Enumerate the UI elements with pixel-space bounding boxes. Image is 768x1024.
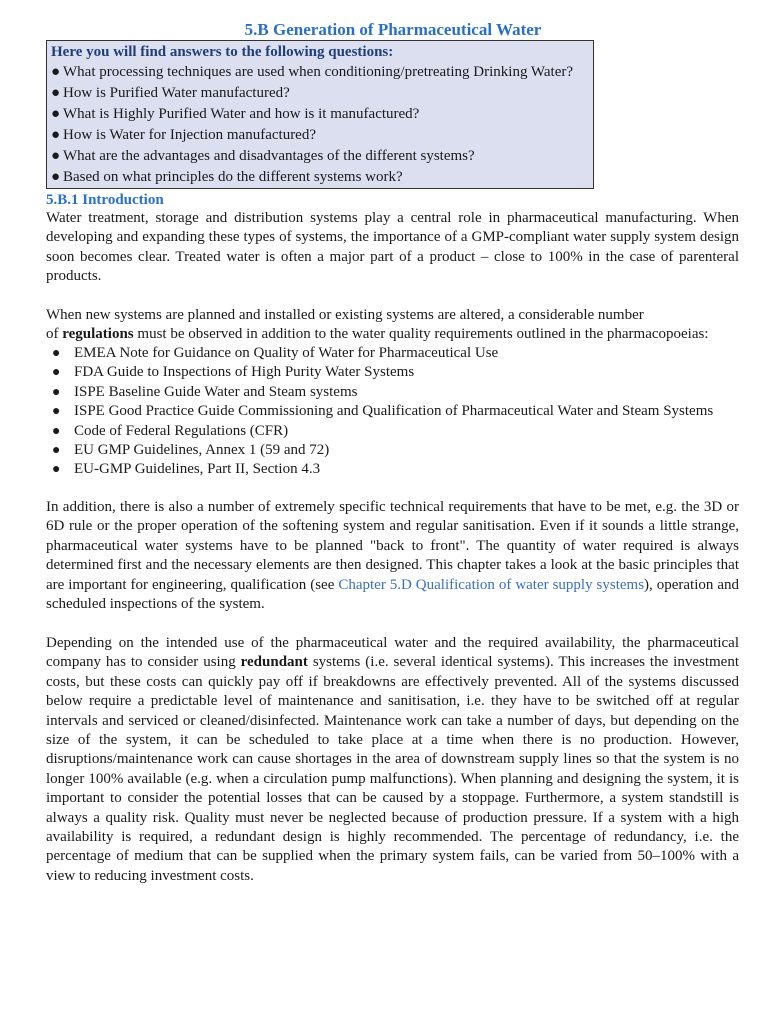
question-item: ● How is Purified Water manufactured? [51, 83, 593, 104]
bullet-icon: ● [52, 346, 61, 361]
bullet-icon: ● [52, 443, 61, 459]
list-item: ● EU-GMP Guidelines, Part II, Section 4.3 [52, 460, 713, 479]
list-item: ● Code of Federal Regulations (CFR) [52, 422, 713, 441]
paragraph-intro: Water treatment, storage and distribution systems play a central role in pharmaceutical manufacturing. When developing and expanding these types of systems, the importance of a GMP-compliant water supply system design soon becomes clear. Treated water is often a major part of a product – close to 100% in the case of parenteral products. [46, 210, 739, 285]
questions-box [46, 40, 594, 189]
bold-term: regulations [62, 326, 134, 343]
bullet-icon: ● [51, 106, 61, 122]
question-item: ● What are the advantages and disadvantages of the different systems? [51, 146, 593, 167]
paragraph-technical: In addition, there is also a number of extremely specific technical requirements that have to be met, e.g. the 3D or 6D rule or the proper operation of the softening system and regular sanitisation. Even if it sounds a little strange, pharmaceutical water systems have to be planned "back to front". The quantity of water required is always determined first and the necessary elements are then designed. This chapter takes a look at the basic principles that are important for engineering, qualification (see Chapter 5.D Qualification of water supply systems), operation and scheduled inspections of the system. [46, 499, 739, 613]
questions-heading: Here you will find answers to the following questions: [51, 44, 394, 60]
bullet-icon: ● [51, 148, 61, 164]
bullet-icon: ● [52, 365, 61, 381]
list-item: ● EMEA Note for Guidance on Quality of Water for Pharmaceutical Use [52, 344, 713, 363]
page-title: 5.B Generation of Pharmaceutical Water [244, 20, 542, 39]
question-item: ● How is Water for Injection manufactured? [51, 125, 593, 146]
question-item: ● What processing techniques are used when conditioning/pretreating Drinking Water? [51, 62, 593, 83]
question-item: ● What is Highly Purified Water and how is it manufactured? [51, 104, 593, 125]
question-item: ● Based on what principles do the different systems work? [51, 167, 593, 188]
bullet-icon: ● [52, 404, 61, 420]
bullet-icon: ● [52, 462, 61, 478]
section-heading: 5.B.1 Introduction [46, 192, 164, 208]
bullet-icon: ● [52, 423, 61, 439]
list-item: ● FDA Guide to Inspections of High Purity Water Systems [52, 363, 713, 382]
list-item: ● EU GMP Guidelines, Annex 1 (59 and 72) [52, 441, 713, 460]
paragraph-redundancy: Depending on the intended use of the pharmaceutical water and the required availability, the pharmaceutical company has to consider using redundant systems (i.e. several identical systems). This increases the investment costs, but these costs can quickly pay off if breakdowns are effectively prevented. All of the systems discussed below require a predictable level of maintenance and sanitisation, i.e. they have to be switched off at regular intervals and serviced or cleaned/disinfected. Maintenance work can take a number of days, but depending on the size of the system, it can be scheduled to take place at a time when there is no production. However, disruptions/maintenance work can cause shortages in the area of downstream supply lines so that the system is no longer 100% available (e.g. when a circulation pump malfunctions). When planning and designing the system, it is important to consider the potential losses that can be caused by a stoppage. Furthermore, a system standstill is always a quality risk. Quality must never be neglected because of production pressure. If a system with a high availability is required, a redundant design is highly recommended. The percentage of redundancy, i.e. the percentage of medium that can be supplied when the primary system fails, can be varied from 50–100% with a view to reducing investment costs. [46, 635, 739, 884]
bullet-icon: ● [52, 384, 61, 400]
bullet-icon: ● [51, 85, 61, 101]
regulations-list [52, 344, 713, 480]
bullet-icon: ● [51, 64, 61, 80]
bullet-icon: ● [51, 127, 61, 143]
bold-term: redundant [240, 654, 308, 671]
paragraph-regulations: When new systems are planned and installed or existing systems are altered, a considerable number of regulations must be observed in addition to the water quality requirements outlined in the pharmacopoeias: [46, 307, 709, 343]
questions-list [51, 62, 593, 188]
chapter-link[interactable]: Chapter 5.D Qualification of water supply systems [338, 576, 645, 593]
bullet-icon: ● [51, 169, 61, 185]
list-item: ● ISPE Good Practice Guide Commissioning and Qualification of Pharmaceutical Water and Steam Systems [52, 402, 713, 421]
list-item: ● ISPE Baseline Guide Water and Steam systems [52, 383, 713, 402]
